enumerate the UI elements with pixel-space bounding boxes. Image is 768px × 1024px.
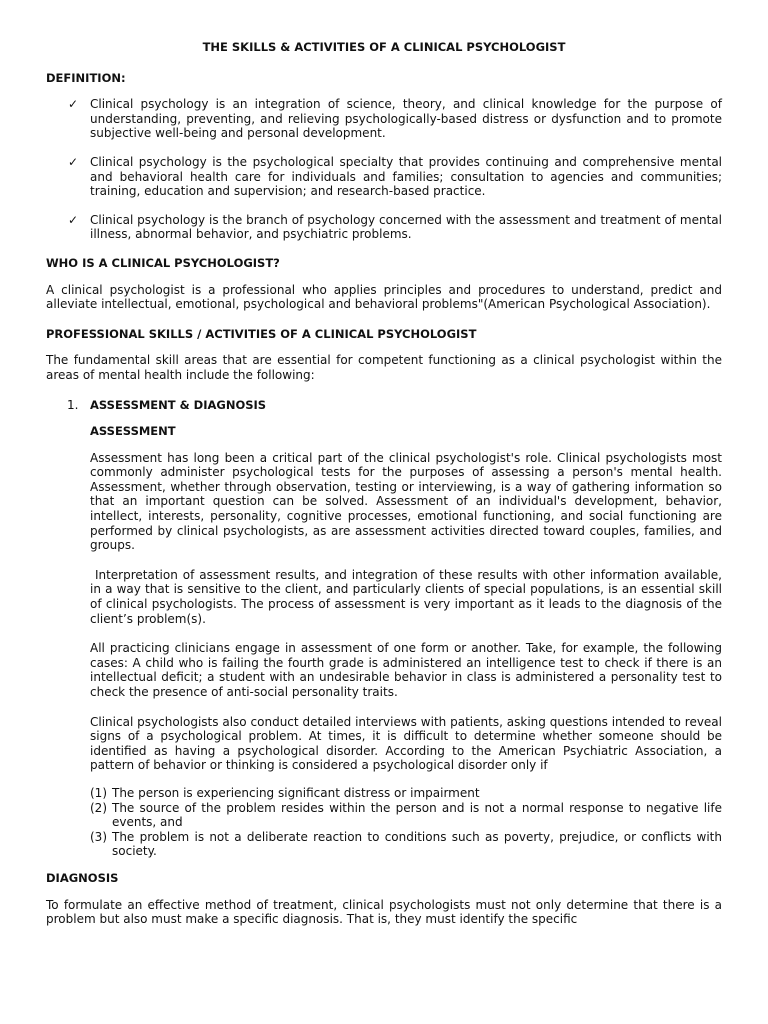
checkmark-icon: ✓ [68,154,79,169]
assessment-heading: ASSESSMENT [90,424,176,439]
diagnosis-heading: DIAGNOSIS [46,870,119,885]
criteria-text: The source of the problem resides within the person and is not a normal response to negative life events, and [112,800,722,830]
definition-text: Clinical psychology is an integration of science, theory, and clinical knowledge for the purpose of understanding, preventing, and relieving psychologically-based distress or dysfunction and to promote subjective well-being and personal development. [90,97,722,141]
criteria-text: The problem is not a deliberate reaction to conditions such as poverty, prejudice, or conflicts with society. [112,829,722,859]
numbered-item-heading [46,398,722,413]
item-title: ASSESSMENT & DIAGNOSIS [90,397,267,412]
checkmark-icon: ✓ [68,212,79,227]
criteria-item [90,830,722,859]
item-number: 1. [67,397,79,412]
document-title: THE SKILLS & ACTIVITIES OF A CLINICAL PSYCHOLOGIST [202,40,566,54]
skills-intro: The fundamental skill areas that are essential for competent functioning as a clinical psychologist within the areas of mental health include the following: [46,353,722,382]
criteria-item [90,786,722,801]
who-heading: WHO IS A CLINICAL PSYCHOLOGIST? [46,255,280,270]
skills-heading: PROFESSIONAL SKILLS / ACTIVITIES OF A CLINICAL PSYCHOLOGIST [46,326,477,341]
definition-heading: DEFINITION: [46,70,126,85]
definition-item [46,97,722,141]
assessment-paragraph: Interpretation of assessment results, and integration of these results with other information available, in a way that is sensitive to the client, and particularly clients of special populations, is an essential skill of clinical psychologists. The process of assessment is very important as it leads to the diagnosis of the client’s problem(s). [90,567,726,626]
assessment-paragraph: Clinical psychologists also conduct detailed interviews with patients, asking questions intended to reveal signs of a psychological problem. At times, it is difficult to determine whether someone should be identified as having a psychological disorder. According to the American Psychiatric Association, a pattern of behavior or thinking is considered a psychological disorder only if [90,714,722,773]
definition-text: Clinical psychology is the psychological specialty that provides continuing and comprehensive mental and behavioral health care for individuals and families; consultation to agencies and communities; training, education and supervision; and research-based practice. [90,154,722,199]
criteria-number: (3) [90,829,107,844]
criteria-number: (1) [90,785,107,800]
checkmark-icon: ✓ [68,97,79,112]
definition-list [46,97,722,242]
criteria-number: (2) [90,800,107,815]
criteria-text: The person is experiencing significant distress or impairment [112,785,480,800]
definition-item [46,155,722,199]
criteria-item [90,801,722,830]
definition-text: Clinical psychology is the branch of psychology concerned with the assessment and treatment of mental illness, abnormal behavior, and psychiatric problems. [90,212,722,242]
who-paragraph: A clinical psychologist is a professional who applies principles and procedures to understand, predict and alleviate intellectual, emotional, psychological and behavioral problems"(American Psychological Association). [46,282,722,312]
disorder-criteria-list [90,786,722,859]
assessment-paragraph: Assessment has long been a critical part of the clinical psychologist's role. Clinical psychologists most commonly administer psychological tests for the purposes of assessing a person's mental health. Assessment, whether through observation, testing or interviewing, is a way of gathering information so that an important question can be solved. Assessment of an individual's development, behavior, intellect, interests, personality, cognitive processes, emotional functioning, and social functioning are performed by clinical psychologists, as are assessment activities directed toward couples, families, and groups. [90,450,722,553]
diagnosis-paragraph: To formulate an effective method of treatment, clinical psychologists must not only determine that there is a problem but also must make a specific diagnosis. That is, they must identify the specific [46,897,722,927]
definition-item [46,213,722,242]
assessment-paragraph: All practicing clinicians engage in assessment of one form or another. Take, for example, the following cases: A child who is failing the fourth grade is administered an intelligence test to check if there is an intellectual deficit; a student with an undesirable behavior in class is administered a personality test to check the presence of anti-social personality traits. [90,641,722,699]
